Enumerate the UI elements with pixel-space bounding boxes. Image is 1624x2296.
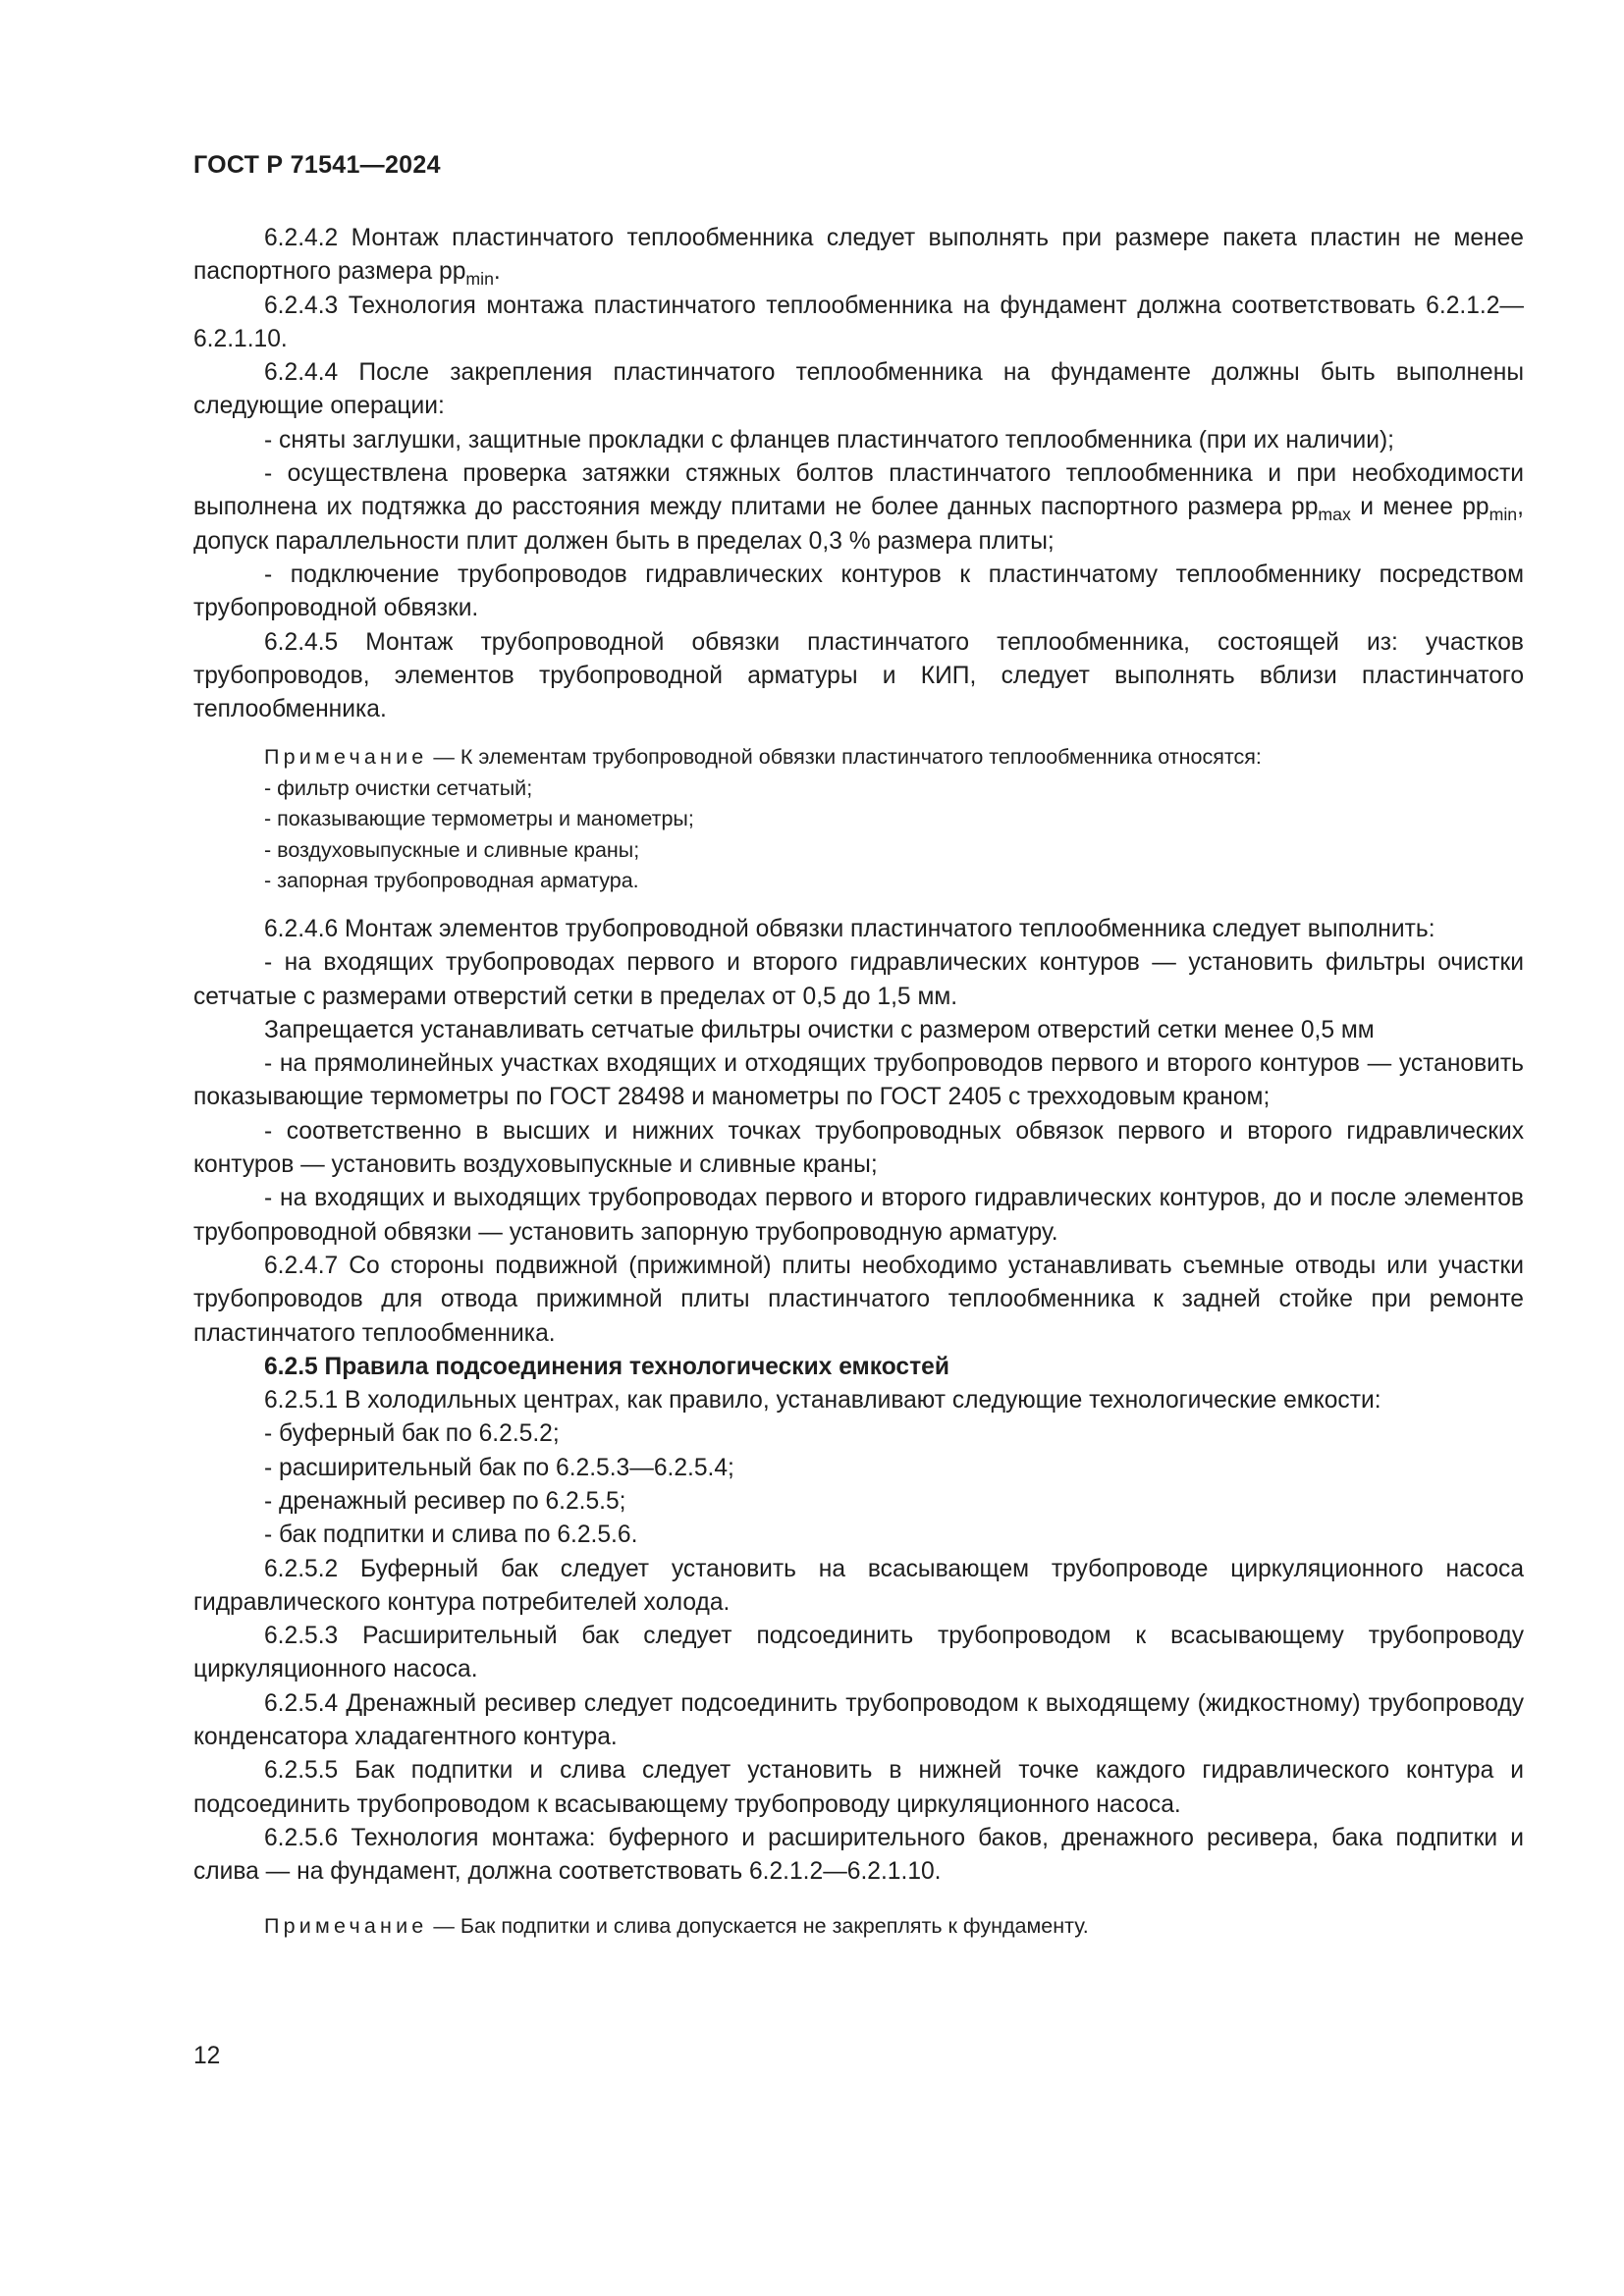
note-text: — К элементам трубопроводной обвязки пластинчатого теплообменника относятся:: [427, 745, 1262, 770]
note-item: - воздуховыпускные и сливные краны;: [264, 837, 640, 862]
list-item: - дренажный ресивер по 6.2.5.5;: [264, 1488, 626, 1515]
paragraph-6-2-4-4: 6.2.4.4 После закрепления пластинчатого теплообменника на фундаменте должны быть выполнены следующие операции:: [193, 359, 1524, 420]
note-label: Примечание: [264, 745, 428, 770]
list-item: - соответственно в высших и нижних точках трубопроводных обвязок первого и второго гидравлических контуров — установить воздуховыпускные и сливные краны;: [193, 1117, 1524, 1179]
note-heading: [264, 742, 1524, 774]
paragraph-6-2-5-6: 6.2.5.6 Технология монтажа: буферного и расширительного баков, дренажного ресивера, бака подпитки и слива — на фундамент, должна соответствовать 6.2.1.2—6.2.1.10.: [193, 1824, 1524, 1886]
paragraph-6-2-5-2: 6.2.5.2 Буферный бак следует установить на всасывающем трубопроводе циркуляционного насоса гидравлического контура потребителей холода.: [193, 1555, 1524, 1616]
paragraph-6-2-5-5: 6.2.5.5 Бак подпитки и слива следует установить в нижней точке каждого гидравлического контура и подсоединить трубопроводом к всасывающему трубопроводу циркуляционного насоса.: [193, 1757, 1524, 1818]
list-item: - сняты заглушки, защитные прокладки с фланцев пластинчатого теплообменника (при их наличии);: [264, 426, 1394, 454]
page-number: 12: [193, 2043, 221, 2069]
list-item: - бак подпитки и слива по 6.2.5.6.: [264, 1522, 638, 1549]
list-item: - осуществлена проверка затяжки стяжных болтов пластинчатого теплообменника и при необходимости выполнена их подтяжка до расстояния между плитами не более данных паспортного размера $pp_{max}$ и менее $pp_{min}$, допуск параллельности плит должен быть в пределах 0,3 % размера плиты;: [193, 460, 1524, 555]
note-item: - фильтр очистки сетчатый;: [264, 775, 533, 800]
note-item: - запорная трубопроводная арматура.: [264, 869, 639, 893]
paragraph-6-2-4-6: 6.2.4.6 Монтаж элементов трубопроводной обвязки пластинчатого теплообменника следует выполнить:: [264, 915, 1435, 942]
paragraph-6-2-4-7: 6.2.4.7 Со стороны подвижной (прижимной) плиты необходимо устанавливать съемные отводы или участки трубопроводов для отвода прижимной плиты пластинчатого теплообменника к задней стойке при ремонте пластинчатого теплообменника.: [193, 1252, 1524, 1347]
list-item: - на прямолинейных участках входящих и отходящих трубопроводов первого и второго контуров — установить показывающие термометры по ГОСТ 28498 и манометры по ГОСТ 2405 с трехходовым краном;: [193, 1050, 1524, 1111]
list-item: - подключение трубопроводов гидравлических контуров к пластинчатому теплообменнику посредством трубопроводной обвязки.: [193, 561, 1524, 622]
note-block: [264, 1911, 1524, 1943]
note-label: Примечание: [264, 1913, 428, 1938]
list-item: - на входящих трубопроводах первого и второго гидравлических контуров — установить фильтры очистки сетчатые с размерами отверстий сетки в пределах от 0,5 до 1,5 мм.: [193, 949, 1524, 1010]
paragraph-6-2-5-4: 6.2.5.4 Дренажный ресивер следует подсоединить трубопроводом к выходящему (жидкостному) трубопроводу конденсатора хладагентного контура.: [193, 1689, 1524, 1751]
list-item: - на входящих и выходящих трубопроводах первого и второго гидравлических контуров, до и после элементов трубопроводной обвязки — установить запорную трубопроводную арматуру.: [193, 1185, 1524, 1246]
paragraph-6-2-4-3: 6.2.4.3 Технология монтажа пластинчатого теплообменника на фундамент должна соответствовать 6.2.1.2—6.2.1.10.: [193, 292, 1524, 352]
prohibition-text: Запрещается устанавливать сетчатые фильтры очистки с размером отверстий сетки менее 0,5 мм: [264, 1016, 1375, 1043]
document-body: [193, 222, 1524, 1957]
note-item: - показывающие термометры и манометры;: [264, 807, 694, 831]
document-header: ГОСТ Р 71541—2024: [193, 151, 441, 179]
note-heading: [264, 1911, 1524, 1943]
note-block: [264, 742, 1524, 897]
section-heading-6-2-5: 6.2.5 Правила подсоединения технологических емкостей: [264, 1353, 949, 1380]
list-item: - расширительный бак по 6.2.5.3—6.2.5.4;: [264, 1454, 734, 1481]
list-item: - буферный бак по 6.2.5.2;: [264, 1420, 560, 1448]
paragraph-6-2-5-3: 6.2.5.3 Расширительный бак следует подсоединить трубопроводом к всасывающему трубопроводу циркуляционного насоса.: [193, 1623, 1524, 1683]
paragraph-6-2-4-5: 6.2.4.5 Монтаж трубопроводной обвязки пластинчатого теплообменника, состоящей из: участков трубопроводов, элементов трубопроводной арматуры и КИП, следует выполнять вблизи пластинчатого теплообменника.: [193, 628, 1524, 723]
paragraph-6-2-4-2: 6.2.4.2 Монтаж пластинчатого теплообменника следует выполнять при размере пакета пластин не менее паспортного размера $pp_{min}$.: [193, 225, 1524, 290]
note-text: — Бак подпитки и слива допускается не закреплять к фундаменту.: [427, 1913, 1089, 1938]
paragraph-6-2-5-1: 6.2.5.1 В холодильных центрах, как правило, устанавливают следующие технологические емкости:: [264, 1387, 1381, 1415]
